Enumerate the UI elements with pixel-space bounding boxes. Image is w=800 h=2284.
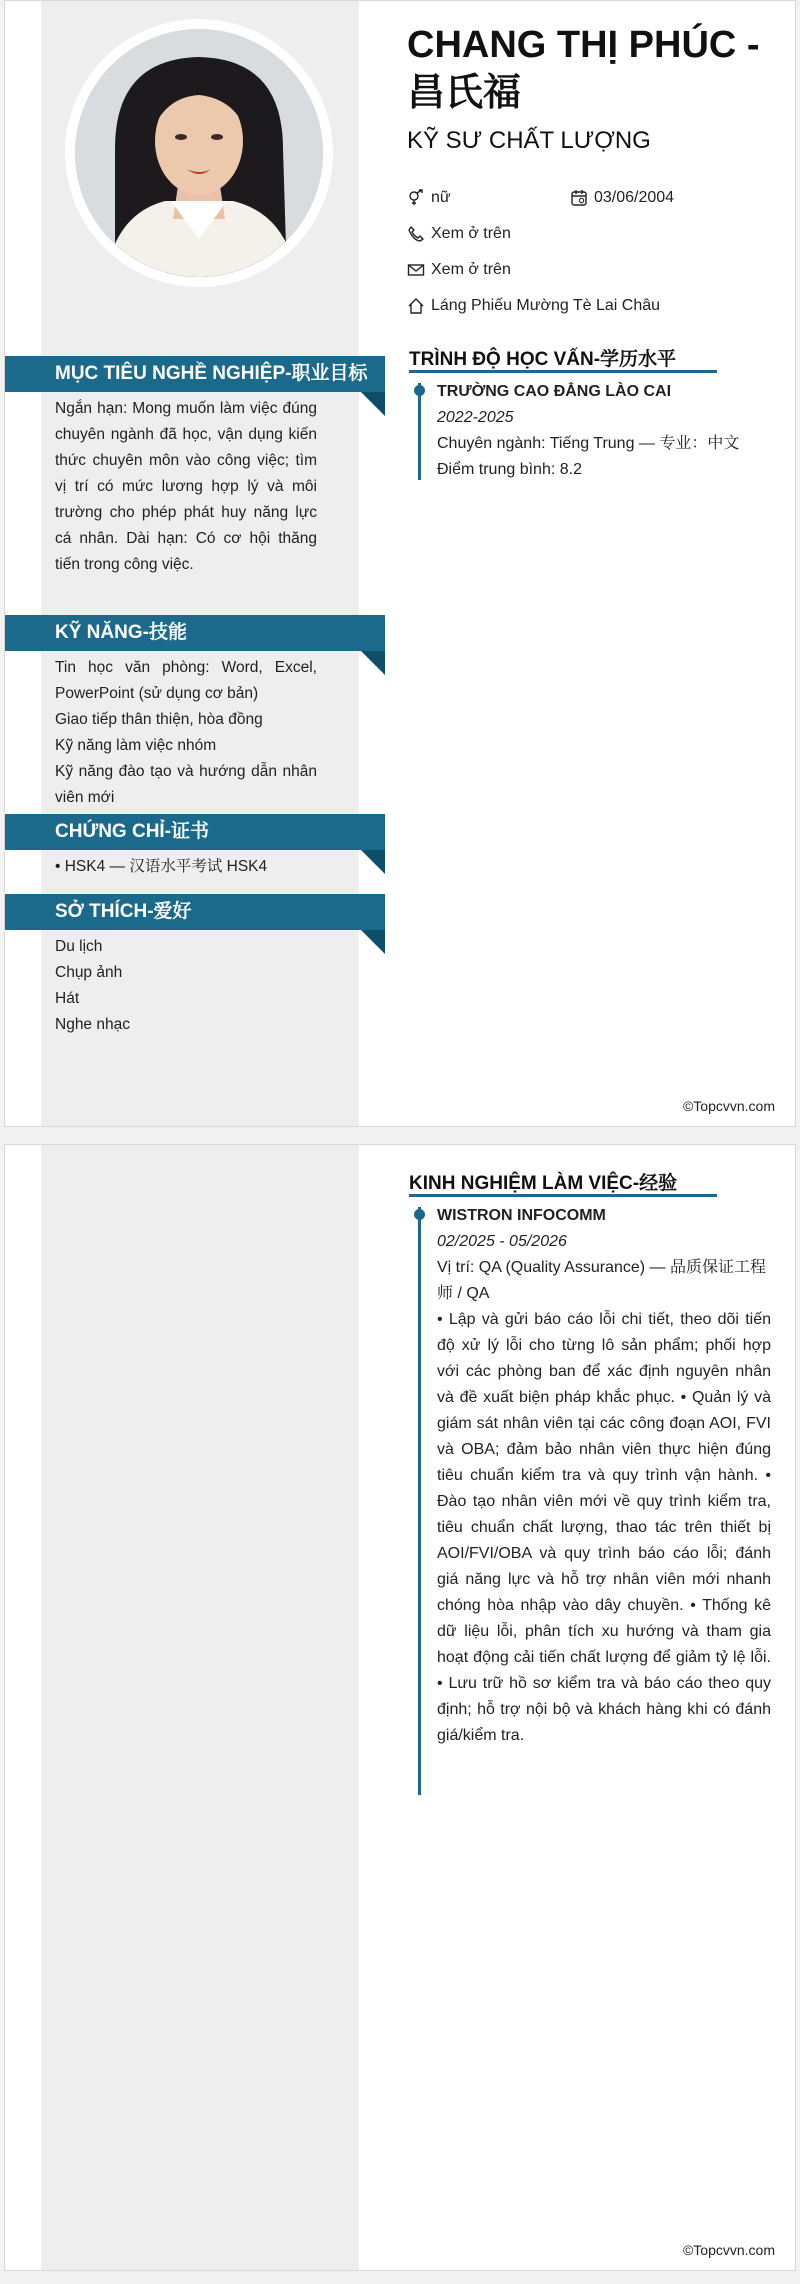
certificates-list (55, 854, 317, 880)
experience-entry (437, 1203, 771, 1749)
skill-item: Kỹ năng đào tạo và hướng dẫn nhân viên mới (55, 763, 317, 806)
certificate-item: • HSK4 — 汉语水平考试 HSK4 (55, 858, 268, 875)
experience-timeline (418, 1207, 421, 1795)
avatar (75, 29, 323, 277)
objective-heading-notch (361, 392, 385, 416)
cv-page-2 (4, 1144, 796, 2271)
education-underline (409, 370, 717, 373)
hobby-item: Chụp ảnh (55, 964, 123, 981)
education-major: Chuyên ngành: Tiếng Trung — 专业：中文 (437, 435, 740, 452)
gender-icon (407, 189, 425, 207)
footer-brand: ©Topcvvn.com (682, 1098, 775, 1114)
hobby-item: Du lịch (55, 938, 103, 955)
job-title: KỸ SƯ CHẤT LƯỢNG (407, 127, 651, 154)
skills-heading: KỸ NĂNG-技能 (5, 615, 385, 651)
education-entry (437, 379, 771, 483)
phone-icon (407, 225, 425, 243)
address-row (407, 297, 660, 315)
gender-row (407, 189, 451, 207)
email-icon (407, 261, 425, 279)
experience-position: Vị trí: QA (Quality Assurance) — 品质保证工程师 / QA (437, 1259, 766, 1302)
experience-underline (409, 1194, 717, 1197)
hobbies-list (55, 934, 317, 1038)
candidate-name: CHANG THỊ PHÚC - 昌氏福 (407, 24, 760, 114)
objective-heading: MỤC TIÊU NGHỀ NGHIỆP-职业目标 (5, 356, 385, 392)
education-period: 2022-2025 (437, 409, 514, 426)
skills-heading-notch (361, 651, 385, 675)
education-timeline (418, 383, 421, 480)
email-value: Xem ở trên (431, 261, 511, 278)
footer-brand: ©Topcvvn.com (682, 2242, 775, 2258)
phone-value: Xem ở trên (431, 225, 511, 242)
education-heading: TRÌNH ĐỘ HỌC VẤN-学历水平 (409, 349, 677, 370)
skill-item: Kỹ năng làm việc nhóm (55, 737, 217, 754)
skill-item: Tin học văn phòng: Word, Excel, PowerPoint (sử dụng cơ bản) (55, 659, 317, 702)
birthdate-value: 03/06/2004 (594, 189, 675, 206)
certificates-heading-notch (361, 850, 385, 874)
experience-bullet (414, 1209, 425, 1220)
calendar-icon (570, 189, 588, 207)
company-name: WISTRON INFOCOMM (437, 1207, 606, 1224)
email-row (407, 261, 511, 279)
cv-page-1 (4, 0, 796, 1127)
school-name: TRƯỜNG CAO ĐẲNG LÀO CAI (437, 383, 672, 400)
experience-period: 02/2025 - 05/2026 (437, 1233, 567, 1250)
experience-heading: KINH NGHIỆM LÀM VIỆC-经验 (409, 1173, 678, 1194)
experience-description: • Lập và gửi báo cáo lỗi chi tiết, theo dõi tiến độ xử lý lỗi cho từng lô sản phẩm; phối hợp với các phòng ban để xác định nguyên nhân và đề xuất biện pháp khắc phục. • Quản lý và giám sát nhân viên tại các công đoạn AOI, FVI và OBA; đảm bảo nhân viên thực hiện đúng tiêu chuẩn kiểm tra và quy trình vận hành. • Đào tạo nhân viên mới về quy trình kiểm tra, tiêu chuẩn chất lượng, thao tác trên thiết bị AOI/FVI/OBA và quy trình báo cáo lỗi; đánh giá năng lực và hỗ trợ nhân viên mới nhanh chóng hòa nhập vào dây chuyền. • Thống kê dữ liệu lỗi, phân tích xu hướng và tham gia hoạt động cải tiến chất lượng để giảm tỷ lệ lỗi. • Lưu trữ hồ sơ kiểm tra và báo cáo theo quy định; hỗ trợ nội bộ và khách hàng khi có đánh giá/kiểm tra. (437, 1311, 771, 1744)
hobbies-heading: SỞ THÍCH-爱好 (5, 894, 385, 930)
birthdate-row (570, 189, 674, 207)
skill-item: Giao tiếp thân thiện, hòa đồng (55, 711, 263, 728)
left-sidebar (41, 1145, 359, 2270)
skills-list (55, 655, 317, 811)
gender-value: nữ (431, 189, 451, 206)
education-bullet (414, 385, 425, 396)
hobby-item: Hát (55, 990, 80, 1007)
address-value: Láng Phiếu Mường Tè Lai Châu (431, 297, 661, 314)
education-gpa: Điểm trung bình: 8.2 (437, 461, 582, 478)
hobbies-heading-notch (361, 930, 385, 954)
phone-row (407, 225, 511, 243)
home-icon (407, 297, 425, 315)
hobby-item: Nghe nhạc (55, 1016, 130, 1033)
certificates-heading: CHỨNG CHỈ-证书 (5, 814, 385, 850)
objective-text: Ngắn hạn: Mong muốn làm việc đúng chuyên ngành đã học, vận dụng kiến thức chuyên môn vào công việc; tìm vị trí có mức lương hợp lý và môi trường cho phép phát huy năng lực cá nhân. Dài hạn: Có cơ hội thăng tiến trong công việc. (55, 400, 317, 573)
